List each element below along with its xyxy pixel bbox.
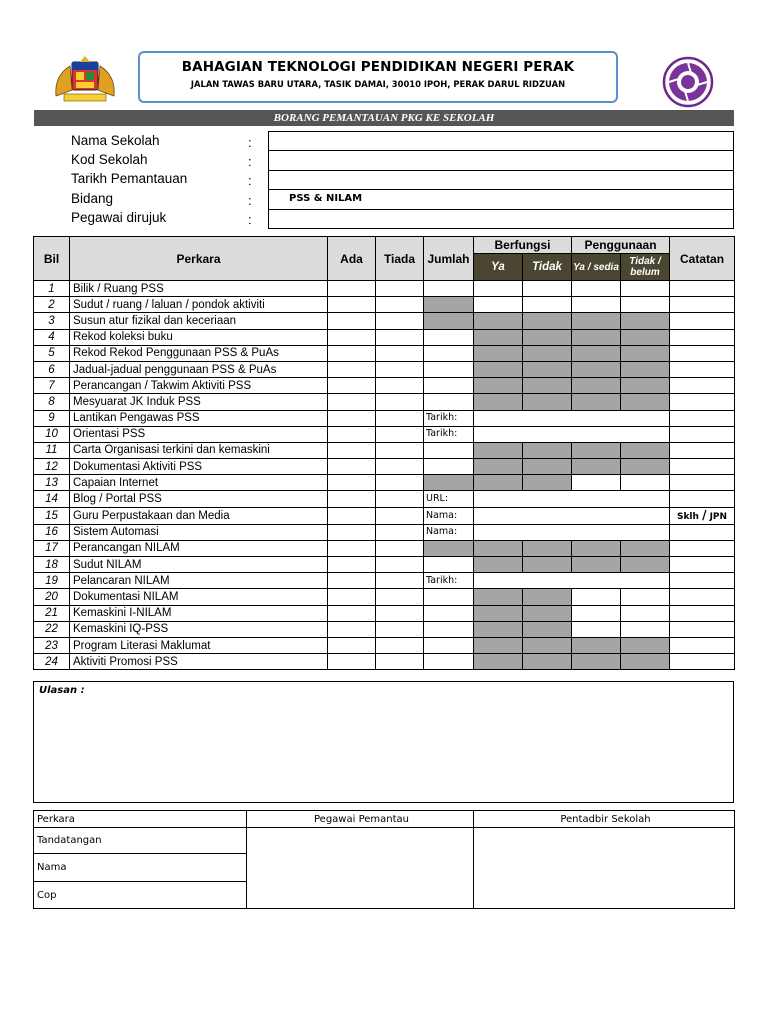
ada-cell[interactable] xyxy=(328,313,376,329)
row-perkara: Orientasi PSS xyxy=(70,426,328,442)
catatan-cell[interactable] xyxy=(670,654,735,670)
table-row xyxy=(34,281,735,297)
catatan-cell[interactable] xyxy=(670,426,735,442)
tiada-cell[interactable] xyxy=(376,524,424,540)
table-row xyxy=(34,410,735,426)
berfungsi-ya-cell xyxy=(474,459,523,475)
penggunaan-tidak-cell[interactable] xyxy=(621,281,670,297)
tiada-cell[interactable] xyxy=(376,491,424,507)
bidang-field[interactable]: PSS & NILAM xyxy=(269,190,733,209)
tiada-cell[interactable] xyxy=(376,621,424,637)
row-bil: 14 xyxy=(34,491,70,507)
penggunaan-tidak-cell xyxy=(621,329,670,345)
tiada-cell[interactable] xyxy=(376,507,424,524)
catatan-cell[interactable] xyxy=(670,621,735,637)
catatan-cell[interactable] xyxy=(670,410,735,426)
header-bil: Bil xyxy=(34,237,70,281)
ulasan-box[interactable] xyxy=(33,681,734,803)
checklist-table xyxy=(33,236,735,670)
sig-header-perkara: Perkara xyxy=(34,811,247,828)
row-perkara: Capaian Internet xyxy=(70,475,328,491)
ada-cell[interactable] xyxy=(328,573,376,589)
header-ya: Ya xyxy=(474,254,523,281)
berfungsi-ya-cell xyxy=(474,361,523,377)
berfungsi-tidak-cell xyxy=(523,345,572,361)
berfungsi-tidak-cell xyxy=(523,589,572,605)
berfungsi-ya-cell xyxy=(474,313,523,329)
penggunaan-ya-cell xyxy=(572,557,621,573)
jumlah-cell xyxy=(424,313,474,329)
penggunaan-tidak-cell xyxy=(621,345,670,361)
row-perkara: Carta Organisasi terkini dan kemaskini xyxy=(70,442,328,458)
table-row xyxy=(34,621,735,637)
row-perkara: Sudut / ruang / laluan / pondok aktiviti xyxy=(70,297,328,313)
ada-cell[interactable] xyxy=(328,557,376,573)
penggunaan-ya-cell xyxy=(572,442,621,458)
berfungsi-tidak-cell xyxy=(523,329,572,345)
jumlah-cell[interactable] xyxy=(424,378,474,394)
jumlah-cell[interactable] xyxy=(424,557,474,573)
sig-row-cop: Cop xyxy=(34,882,247,909)
table-row xyxy=(34,313,735,329)
tiada-cell[interactable] xyxy=(376,329,424,345)
row-bil: 1 xyxy=(34,281,70,297)
jumlah-cell[interactable] xyxy=(424,459,474,475)
tarikh-pemantauan-field[interactable] xyxy=(269,171,733,190)
penggunaan-tidak-cell xyxy=(621,654,670,670)
jumlah-cell[interactable] xyxy=(424,605,474,621)
colon: : xyxy=(248,154,252,169)
berfungsi-ya-cell xyxy=(474,394,523,410)
jumlah-label-cell: URL: xyxy=(424,491,474,507)
berfungsi-ya-cell xyxy=(474,621,523,637)
berfungsi-ya-cell xyxy=(474,540,523,556)
table-row xyxy=(34,589,735,605)
catatan-cell[interactable] xyxy=(670,459,735,475)
catatan-cell[interactable] xyxy=(670,540,735,556)
ada-cell[interactable] xyxy=(328,281,376,297)
ada-cell[interactable] xyxy=(328,637,376,653)
jumlah-cell[interactable] xyxy=(424,394,474,410)
penggunaan-tidak-cell xyxy=(621,361,670,377)
row-perkara: Mesyuarat JK Induk PSS xyxy=(70,394,328,410)
row-perkara: Blog / Portal PSS xyxy=(70,491,328,507)
label-kod-sekolah: Kod Sekolah xyxy=(71,152,148,167)
header-tidak-belum: Tidak / belum xyxy=(621,254,670,281)
penggunaan-tidak-cell xyxy=(621,394,670,410)
catatan-cell[interactable] xyxy=(670,313,735,329)
table-row xyxy=(34,426,735,442)
tiada-cell[interactable] xyxy=(376,410,424,426)
penggunaan-tidak-cell[interactable] xyxy=(621,621,670,637)
table-row xyxy=(34,442,735,458)
ada-cell[interactable] xyxy=(328,654,376,670)
row-bil: 24 xyxy=(34,654,70,670)
tiada-cell[interactable] xyxy=(376,475,424,491)
ada-cell[interactable] xyxy=(328,297,376,313)
row-perkara: Sistem Automasi xyxy=(70,524,328,540)
catatan-cell[interactable] xyxy=(670,557,735,573)
row-bil: 4 xyxy=(34,329,70,345)
tiada-cell[interactable] xyxy=(376,589,424,605)
row-bil: 10 xyxy=(34,426,70,442)
label-tarikh-pemantauan: Tarikh Pemantauan xyxy=(71,171,188,186)
penggunaan-ya-cell xyxy=(572,637,621,653)
penggunaan-tidak-cell xyxy=(621,442,670,458)
row-perkara: Aktiviti Promosi PSS xyxy=(70,654,328,670)
penggunaan-tidak-cell xyxy=(621,557,670,573)
row-bil: 22 xyxy=(34,621,70,637)
berfungsi-tidak-cell xyxy=(523,540,572,556)
catatan-cell[interactable] xyxy=(670,394,735,410)
penggunaan-tidak-cell xyxy=(621,378,670,394)
department-address: JALAN TAWAS BARU UTARA, TASIK DAMAI, 30010 IPOH, PERAK DARUL RIDZUAN xyxy=(190,79,566,89)
row-bil: 2 xyxy=(34,297,70,313)
jumlah-cell xyxy=(424,297,474,313)
catatan-cell[interactable] xyxy=(670,297,735,313)
catatan-cell[interactable] xyxy=(670,329,735,345)
row-bil: 9 xyxy=(34,410,70,426)
pegawai-dirujuk-field[interactable] xyxy=(269,210,733,229)
header-box xyxy=(138,51,618,103)
tiada-cell[interactable] xyxy=(376,281,424,297)
jumlah-cell[interactable] xyxy=(424,637,474,653)
kod-sekolah-field[interactable] xyxy=(269,151,733,170)
row-perkara: Susun atur fizikal dan keceriaan xyxy=(70,313,328,329)
penggunaan-ya-cell xyxy=(572,378,621,394)
sig-pegawai-field[interactable] xyxy=(247,828,474,909)
berfungsi-ya-cell xyxy=(474,329,523,345)
ada-cell[interactable] xyxy=(328,426,376,442)
tiada-cell[interactable] xyxy=(376,394,424,410)
jumlah-label-cell: Nama: xyxy=(424,524,474,540)
table-row xyxy=(34,573,735,589)
table-row xyxy=(34,345,735,361)
penggunaan-ya-cell[interactable] xyxy=(572,475,621,491)
penggunaan-tidak-cell[interactable] xyxy=(621,589,670,605)
penggunaan-ya-cell[interactable] xyxy=(572,621,621,637)
berfungsi-tidak-cell[interactable] xyxy=(523,281,572,297)
penggunaan-ya-cell xyxy=(572,459,621,475)
tiada-cell[interactable] xyxy=(376,345,424,361)
tiada-cell[interactable] xyxy=(376,540,424,556)
malaysia-coat-of-arms-icon xyxy=(50,56,120,106)
header-perkara: Perkara xyxy=(70,237,328,281)
ada-cell[interactable] xyxy=(328,361,376,377)
ada-cell[interactable] xyxy=(328,459,376,475)
tiada-cell[interactable] xyxy=(376,378,424,394)
berfungsi-tidak-cell xyxy=(523,394,572,410)
penggunaan-tidak-cell xyxy=(621,459,670,475)
row-bil: 13 xyxy=(34,475,70,491)
row-perkara: Lantikan Pengawas PSS xyxy=(70,410,328,426)
jumlah-label-cell: Nama: xyxy=(424,507,474,524)
ada-cell[interactable] xyxy=(328,621,376,637)
table-row xyxy=(34,459,735,475)
sig-row-tandatangan: Tandatangan xyxy=(34,828,247,854)
catatan-cell[interactable] xyxy=(670,345,735,361)
table-row xyxy=(34,605,735,621)
header-berfungsi: Berfungsi xyxy=(474,237,572,254)
table-row xyxy=(34,329,735,345)
row-perkara: Perancangan NILAM xyxy=(70,540,328,556)
row-perkara: Rekod Rekod Penggunaan PSS & PuAs xyxy=(70,345,328,361)
berfungsi-ya-cell xyxy=(474,442,523,458)
penggunaan-ya-cell xyxy=(572,654,621,670)
berfungsi-tidak-cell xyxy=(523,442,572,458)
row-bil: 3 xyxy=(34,313,70,329)
detail-field[interactable] xyxy=(474,573,670,589)
header-catatan: Catatan xyxy=(670,237,735,281)
jumlah-cell[interactable] xyxy=(424,361,474,377)
catatan-cell: Sklh / JPN xyxy=(670,507,735,524)
ada-cell[interactable] xyxy=(328,329,376,345)
jumlah-cell xyxy=(424,475,474,491)
colon: : xyxy=(248,135,252,150)
jumlah-cell[interactable] xyxy=(424,281,474,297)
label-nama-sekolah: Nama Sekolah xyxy=(71,133,160,148)
penggunaan-ya-cell xyxy=(572,361,621,377)
nama-sekolah-field[interactable] xyxy=(269,132,733,151)
catatan-cell[interactable] xyxy=(670,361,735,377)
catatan-cell[interactable] xyxy=(670,573,735,589)
header-tidak: Tidak xyxy=(523,254,572,281)
colon: : xyxy=(248,193,252,208)
header-penggunaan: Penggunaan xyxy=(572,237,670,254)
row-bil: 17 xyxy=(34,540,70,556)
jumlah-label-cell: Tarikh: xyxy=(424,573,474,589)
row-perkara: Program Literasi Maklumat xyxy=(70,637,328,653)
catatan-cell[interactable] xyxy=(670,589,735,605)
table-row xyxy=(34,361,735,377)
tiada-cell[interactable] xyxy=(376,361,424,377)
ulasan-label: Ulasan : xyxy=(39,685,85,696)
jumlah-cell[interactable] xyxy=(424,589,474,605)
tiada-cell[interactable] xyxy=(376,442,424,458)
berfungsi-ya-cell xyxy=(474,637,523,653)
berfungsi-tidak-cell xyxy=(523,459,572,475)
catatan-cell[interactable] xyxy=(670,475,735,491)
department-title: BAHAGIAN TEKNOLOGI PENDIDIKAN NEGERI PERAK xyxy=(181,59,575,75)
table-row xyxy=(34,540,735,556)
row-bil: 6 xyxy=(34,361,70,377)
jumlah-cell[interactable] xyxy=(424,329,474,345)
ada-cell[interactable] xyxy=(328,507,376,524)
row-bil: 20 xyxy=(34,589,70,605)
row-perkara: Jadual-jadual penggunaan PSS & PuAs xyxy=(70,361,328,377)
jumlah-label-cell: Tarikh: xyxy=(424,410,474,426)
table-row xyxy=(34,394,735,410)
detail-field[interactable] xyxy=(474,410,670,426)
row-bil: 7 xyxy=(34,378,70,394)
berfungsi-tidak-cell xyxy=(523,313,572,329)
ada-cell[interactable] xyxy=(328,442,376,458)
row-bil: 16 xyxy=(34,524,70,540)
berfungsi-tidak-cell xyxy=(523,475,572,491)
jumlah-cell[interactable] xyxy=(424,442,474,458)
jumlah-label-cell: Tarikh: xyxy=(424,426,474,442)
table-row xyxy=(34,637,735,653)
berfungsi-ya-cell xyxy=(474,378,523,394)
jumlah-cell[interactable] xyxy=(424,654,474,670)
department-seal-icon xyxy=(661,56,715,108)
row-bil: 12 xyxy=(34,459,70,475)
row-perkara: Rekod koleksi buku xyxy=(70,329,328,345)
sig-header-pentadbir: Pentadbir Sekolah xyxy=(474,811,735,828)
row-bil: 5 xyxy=(34,345,70,361)
row-perkara: Kemaskini IQ-PSS xyxy=(70,621,328,637)
penggunaan-ya-cell[interactable] xyxy=(572,281,621,297)
header-jumlah: Jumlah xyxy=(424,237,474,281)
detail-field[interactable] xyxy=(474,491,670,507)
table-row xyxy=(34,378,735,394)
tiada-cell[interactable] xyxy=(376,557,424,573)
jumlah-cell[interactable] xyxy=(424,345,474,361)
sig-header-pegawai: Pegawai Pemantau xyxy=(247,811,474,828)
detail-field[interactable] xyxy=(474,426,670,442)
ada-cell[interactable] xyxy=(328,589,376,605)
tiada-cell[interactable] xyxy=(376,426,424,442)
berfungsi-tidak-cell xyxy=(523,637,572,653)
catatan-cell[interactable] xyxy=(670,378,735,394)
info-fields-box xyxy=(268,131,734,229)
penggunaan-tidak-cell[interactable] xyxy=(621,475,670,491)
header-tiada: Tiada xyxy=(376,237,424,281)
row-perkara: Dokumentasi Aktiviti PSS xyxy=(70,459,328,475)
penggunaan-ya-cell xyxy=(572,329,621,345)
table-row xyxy=(34,654,735,670)
ada-cell[interactable] xyxy=(328,378,376,394)
berfungsi-tidak-cell xyxy=(523,361,572,377)
table-row xyxy=(34,475,735,491)
colon: : xyxy=(248,173,252,188)
row-bil: 19 xyxy=(34,573,70,589)
penggunaan-tidak-cell[interactable] xyxy=(621,297,670,313)
ada-cell[interactable] xyxy=(328,394,376,410)
row-bil: 18 xyxy=(34,557,70,573)
row-perkara: Kemaskini I-NILAM xyxy=(70,605,328,621)
row-perkara: Bilik / Ruang PSS xyxy=(70,281,328,297)
table-row xyxy=(34,557,735,573)
tiada-cell[interactable] xyxy=(376,637,424,653)
ada-cell[interactable] xyxy=(328,345,376,361)
berfungsi-ya-cell xyxy=(474,345,523,361)
tiada-cell[interactable] xyxy=(376,313,424,329)
row-perkara: Perancangan / Takwim Aktiviti PSS xyxy=(70,378,328,394)
berfungsi-ya-cell[interactable] xyxy=(474,297,523,313)
penggunaan-ya-cell[interactable] xyxy=(572,297,621,313)
detail-field[interactable] xyxy=(474,524,670,540)
sig-pentadbir-field[interactable] xyxy=(474,828,735,909)
catatan-cell[interactable] xyxy=(670,442,735,458)
berfungsi-ya-cell xyxy=(474,654,523,670)
tiada-cell[interactable] xyxy=(376,459,424,475)
tiada-cell[interactable] xyxy=(376,573,424,589)
row-bil: 8 xyxy=(34,394,70,410)
tiada-cell[interactable] xyxy=(376,605,424,621)
catatan-cell[interactable] xyxy=(670,605,735,621)
detail-field[interactable] xyxy=(474,507,670,524)
berfungsi-ya-cell[interactable] xyxy=(474,281,523,297)
penggunaan-tidak-cell[interactable] xyxy=(621,605,670,621)
berfungsi-ya-cell xyxy=(474,589,523,605)
row-perkara: Dokumentasi NILAM xyxy=(70,589,328,605)
row-perkara: Pelancaran NILAM xyxy=(70,573,328,589)
table-row xyxy=(34,491,735,507)
penggunaan-ya-cell xyxy=(572,313,621,329)
berfungsi-tidak-cell xyxy=(523,557,572,573)
label-bidang: Bidang xyxy=(71,191,114,206)
penggunaan-tidak-cell xyxy=(621,313,670,329)
penggunaan-ya-cell[interactable] xyxy=(572,605,621,621)
row-perkara: Guru Perpustakaan dan Media xyxy=(70,507,328,524)
table-row xyxy=(34,524,735,540)
header-ya-sedia: Ya / sedia xyxy=(572,254,621,281)
ada-cell[interactable] xyxy=(328,410,376,426)
table-row xyxy=(34,507,735,524)
tiada-cell[interactable] xyxy=(376,297,424,313)
sig-row-nama: Nama xyxy=(34,854,247,882)
form-title-bar: BORANG PEMANTAUAN PKG KE SEKOLAH xyxy=(34,110,734,126)
penggunaan-ya-cell[interactable] xyxy=(572,589,621,605)
catatan-cell[interactable] xyxy=(670,637,735,653)
row-bil: 23 xyxy=(34,637,70,653)
penggunaan-tidak-cell xyxy=(621,540,670,556)
row-bil: 21 xyxy=(34,605,70,621)
berfungsi-ya-cell xyxy=(474,557,523,573)
signature-table xyxy=(33,810,735,909)
label-pegawai-dirujuk: Pegawai dirujuk xyxy=(71,210,167,225)
ada-cell[interactable] xyxy=(328,524,376,540)
colon: : xyxy=(248,212,252,227)
table-row xyxy=(34,297,735,313)
tiada-cell[interactable] xyxy=(376,654,424,670)
ada-cell[interactable] xyxy=(328,475,376,491)
berfungsi-tidak-cell xyxy=(523,654,572,670)
catatan-cell[interactable] xyxy=(670,524,735,540)
berfungsi-tidak-cell[interactable] xyxy=(523,297,572,313)
jumlah-cell[interactable] xyxy=(424,621,474,637)
ada-cell[interactable] xyxy=(328,491,376,507)
berfungsi-tidak-cell xyxy=(523,378,572,394)
penggunaan-tidak-cell xyxy=(621,637,670,653)
ada-cell[interactable] xyxy=(328,540,376,556)
berfungsi-tidak-cell xyxy=(523,605,572,621)
catatan-cell[interactable] xyxy=(670,491,735,507)
berfungsi-ya-cell xyxy=(474,475,523,491)
ada-cell[interactable] xyxy=(328,605,376,621)
header-ada: Ada xyxy=(328,237,376,281)
row-bil: 11 xyxy=(34,442,70,458)
catatan-cell[interactable] xyxy=(670,281,735,297)
penggunaan-ya-cell xyxy=(572,394,621,410)
berfungsi-ya-cell xyxy=(474,605,523,621)
jumlah-cell xyxy=(424,540,474,556)
penggunaan-ya-cell xyxy=(572,345,621,361)
berfungsi-tidak-cell xyxy=(523,621,572,637)
row-perkara: Sudut NILAM xyxy=(70,557,328,573)
penggunaan-ya-cell xyxy=(572,540,621,556)
row-bil: 15 xyxy=(34,507,70,524)
